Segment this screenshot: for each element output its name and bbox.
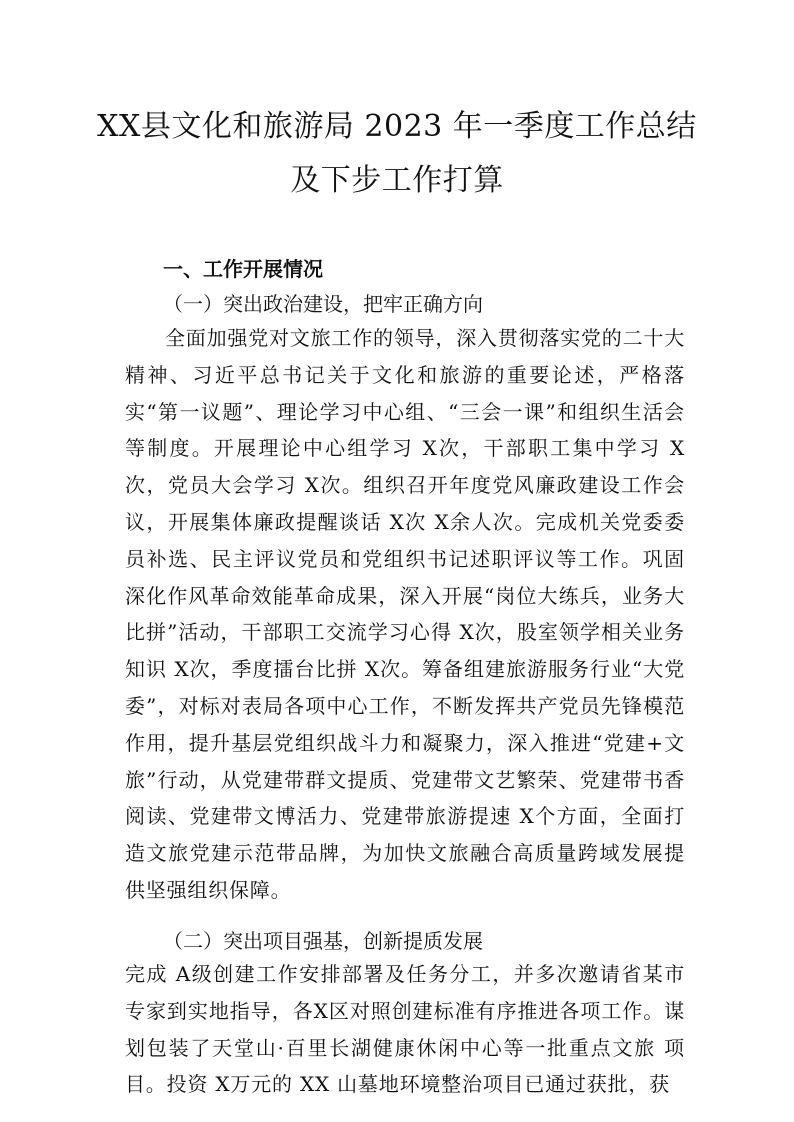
subsection-heading-political-construction: （一）突出政治建设，把牢正确方向	[163, 292, 483, 316]
document-title-line-1: XX县文化和旅游局 2023 年一季度工作总结	[97, 109, 697, 144]
section-heading-work-progress: 一、工作开展情况	[163, 257, 323, 281]
document-title-line-2: 及下步工作打算	[290, 163, 504, 198]
subsection-heading-project-foundation: （二）突出项目强基，创新提质发展	[163, 929, 483, 953]
paragraph-project-foundation: 完成 A级创建工作安排部署及任务分工，并多次邀请省某市专家到实地指导，各X区对照创建标准有序推进各项工作。谋划包装了天堂山·百里长湖健康休闲中心等一批重点文旅 项目。投资 X万元的 XX 山墓地环境整治项目已通过获批，获	[125, 962, 685, 1097]
paragraph-political-construction: 全面加强党对文旅工作的领导，深入贯彻落实党的二十大精神、习近平总书记关于文化和旅游的重要论述，严格落实“第一议题”、理论学习中心组、“三会一课”和组织生活会等制度。开展理论中心组学习 X次，干部职工集中学习 X次，党员大会学习 X次。组织召开年度党风廉政建设工作会议，开展集体廉政提醒谈话 X次 X余人次。完成机关党委委员补选、民主评议党员和党组织书记述职评议等工作。巩固深化作风革命效能革命成果，深入开展“岗位大练兵，业务大比拼”活动，干部职工交流学习心得 X次，股室领学相关业务知识 X次，季度擂台比拼 X次。筹备组建旅游服务行业“大党委”，对标对表局各项中心工作，不断发挥共产党员先锋模范作用，提升基层党组织战斗力和凝聚力，深入推进“党建+文旅”行动，从党建带群文提质、党建带文艺繁荣、党建带书香阅读、党建带文博活力、党建带旅游提速 X个方面，全面打造文旅党建示范带品牌，为加快文旅融合高质量跨域发展提供坚强组织保障。	[125, 326, 685, 902]
